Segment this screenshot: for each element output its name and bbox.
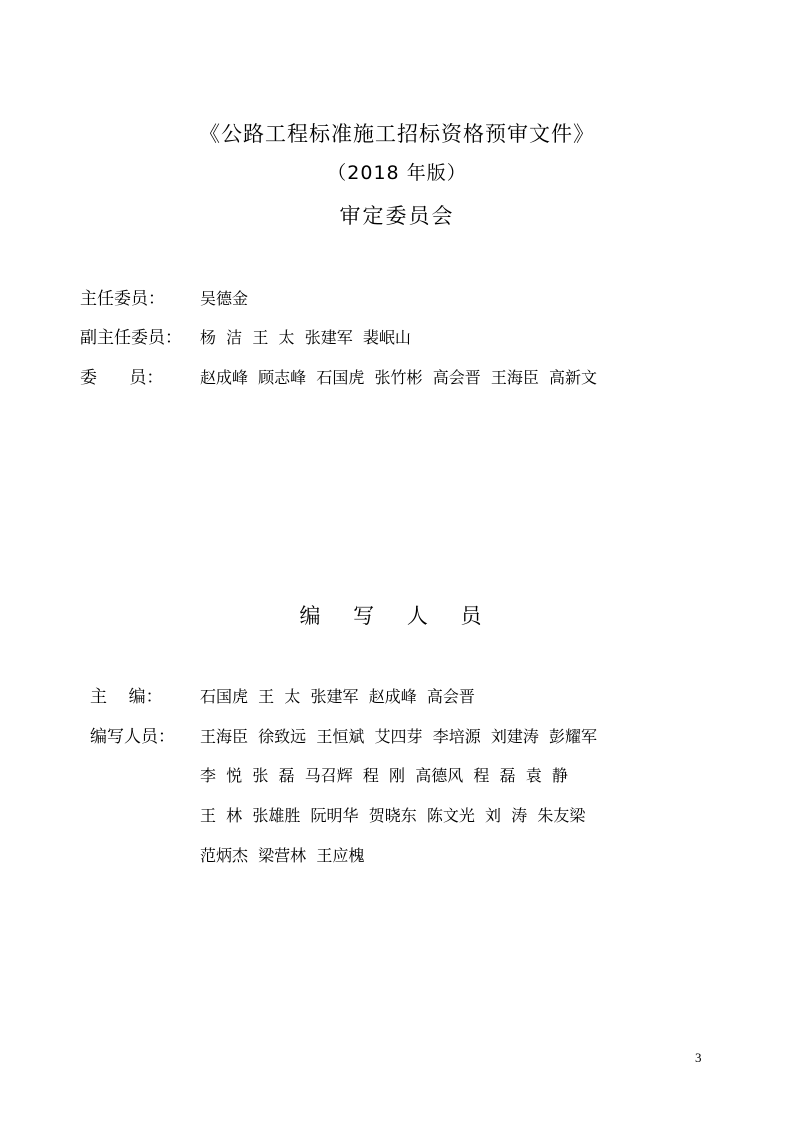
edition-subtitle: （2018 年版） (327, 162, 467, 184)
committee-label: 委 员： (80, 368, 164, 388)
editors-label: 编写人员： (90, 727, 175, 747)
committee-label: 主任委员： (80, 289, 165, 309)
editors-names: 石国虎 王 太 张建军 赵成峰 高会晋 (200, 687, 475, 706)
editors-row-writers-cont (0, 763, 794, 789)
editors-names: 范炳杰 梁营林 王应槐 (200, 846, 365, 865)
committee-row-director (0, 286, 794, 312)
editors-heading: 编 写 人 员 (299, 604, 495, 628)
editors-label: 主 编： (90, 687, 163, 707)
committee-row-deputy (0, 325, 794, 351)
committee-names: 吴德金 (200, 289, 249, 308)
editors-row-writers (0, 724, 794, 750)
committee-names: 赵成峰 顾志峰 石国虎 张竹彬 高会晋 王海臣 高新文 (200, 368, 598, 387)
editors-row-writers-cont (0, 843, 794, 869)
editors-row-chief (0, 684, 794, 710)
page-number: 3 (695, 1050, 702, 1065)
committee-names: 杨 洁 王 太 张建军 裴岷山 (200, 328, 411, 347)
document-title: 《公路工程标准施工招标资格预审文件》 (199, 122, 595, 146)
editors-names: 王 林 张雄胜 阮明华 贺晓东 陈文光 刘 涛 朱友梁 (200, 806, 586, 825)
committee-row-members (0, 365, 794, 391)
editors-names: 王海臣 徐致远 王恒斌 艾四芽 李培源 刘建涛 彭耀军 (200, 727, 598, 746)
committee-label: 副主任委员： (80, 328, 182, 348)
committee-heading: 审定委员会 (339, 204, 455, 228)
editors-row-writers-cont (0, 803, 794, 829)
editors-names: 李 悦 张 磊 马召辉 程 刚 高德风 程 磊 袁 静 (200, 766, 568, 785)
